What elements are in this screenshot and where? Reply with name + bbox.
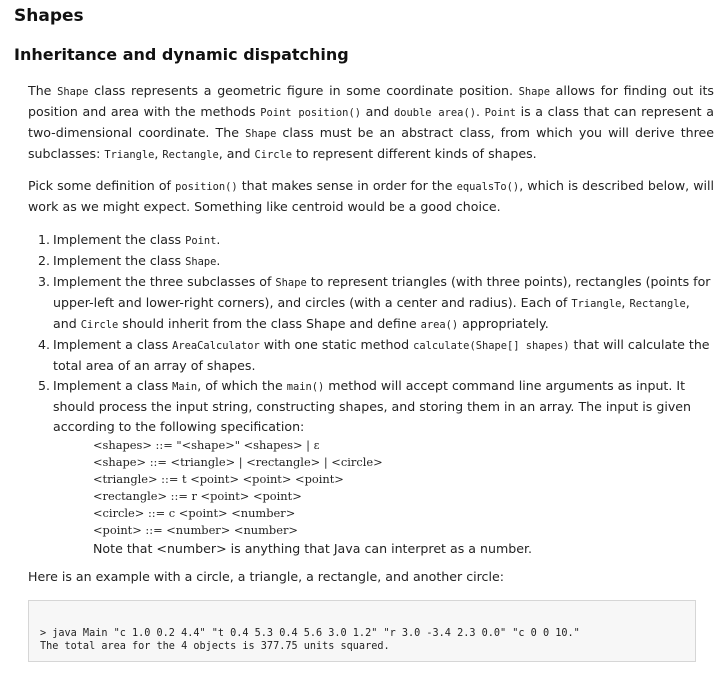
list-item: 5. Implement a class Main, of which the main() method will accept command line arguments as input. It should process the input string, constructing shapes, and storing them in an array. The input is given according to the following specification: <shapes> ::= "<shape>" <shapes> | ε <shape> ::= <triangle> | <rectangle> | <circle> <triangle> ::= t <point> <point> <point> <rectangle> ::= r <point> <point> <circle> ::= c <point> <number> <point> ::= <number> <number> Note that <number> is anything that Java can interpret as a number. [28,376,714,559]
list-item: 4. Implement a class AreaCalculator with one static method calculate(Shape[] shapes) that will calculate the total area of an array of shapes. [38,337,710,373]
list-item: 1. Implement the class Point. [38,232,221,247]
intro-paragraph: The Shape class represents a geometric figure in some coordinate position. Shape allows for finding out its position and area with the methods Point position() and double area(). Point is a class that can represent a two-dimensional coordinate. The Shape class must be an abstract class, from which you will derive three subclasses: Triangle, Rectangle, and Circle to represent different kinds of shapes. [28,83,715,161]
page-title: Shapes [14,6,84,26]
grammar-rule: <shapes> ::= "<shape>" <shapes> | ε [93,438,320,452]
grammar-rule: <shape> ::= <triangle> | <rectangle> | <circle> [93,455,383,469]
position-paragraph: Pick some definition of position() that makes sense in order for the equalsTo(), which is described below, will work as we might expect. Something like centroid would be a good choice. [28,178,715,214]
example-intro: Here is an example with a circle, a triangle, a rectangle, and another circle: [28,569,504,584]
number-note: Note that <number> is anything that Java can interpret as a number. [93,541,533,556]
code-line-output: The total area for the 4 objects is 377.75 units squared. [40,641,390,652]
list-item: 2. Implement the class Shape. [38,253,221,268]
grammar-rule: <circle> ::= c <point> <number> [93,506,296,520]
code-line-command: > java Main "c 1.0 0.2 4.4" "t 0.4 5.3 0.4 5.6 3.0 1.2" "r 3.0 -3.4 2.3 0.0" "c 0 0 10." [40,628,580,639]
grammar-rule: <point> ::= <number> <number> [93,523,298,537]
list-item: 3. Implement the three subclasses of Shape to represent triangles (with three points), rectangles (points for upper-left and lower-right corners), and circles (with a center and radius). Each of Triangle, Rectangle, and Circle should inherit from the class Shape and define area() appropriately. [38,274,711,331]
grammar-rule: <triangle> ::= t <point> <point> <point> [93,472,344,486]
section-heading: Inheritance and dynamic dispatching [14,45,349,64]
grammar-rule: <rectangle> ::= r <point> <point> [93,489,302,503]
code-block [28,600,696,662]
task-list [28,230,714,559]
grammar-spec [53,437,714,539]
